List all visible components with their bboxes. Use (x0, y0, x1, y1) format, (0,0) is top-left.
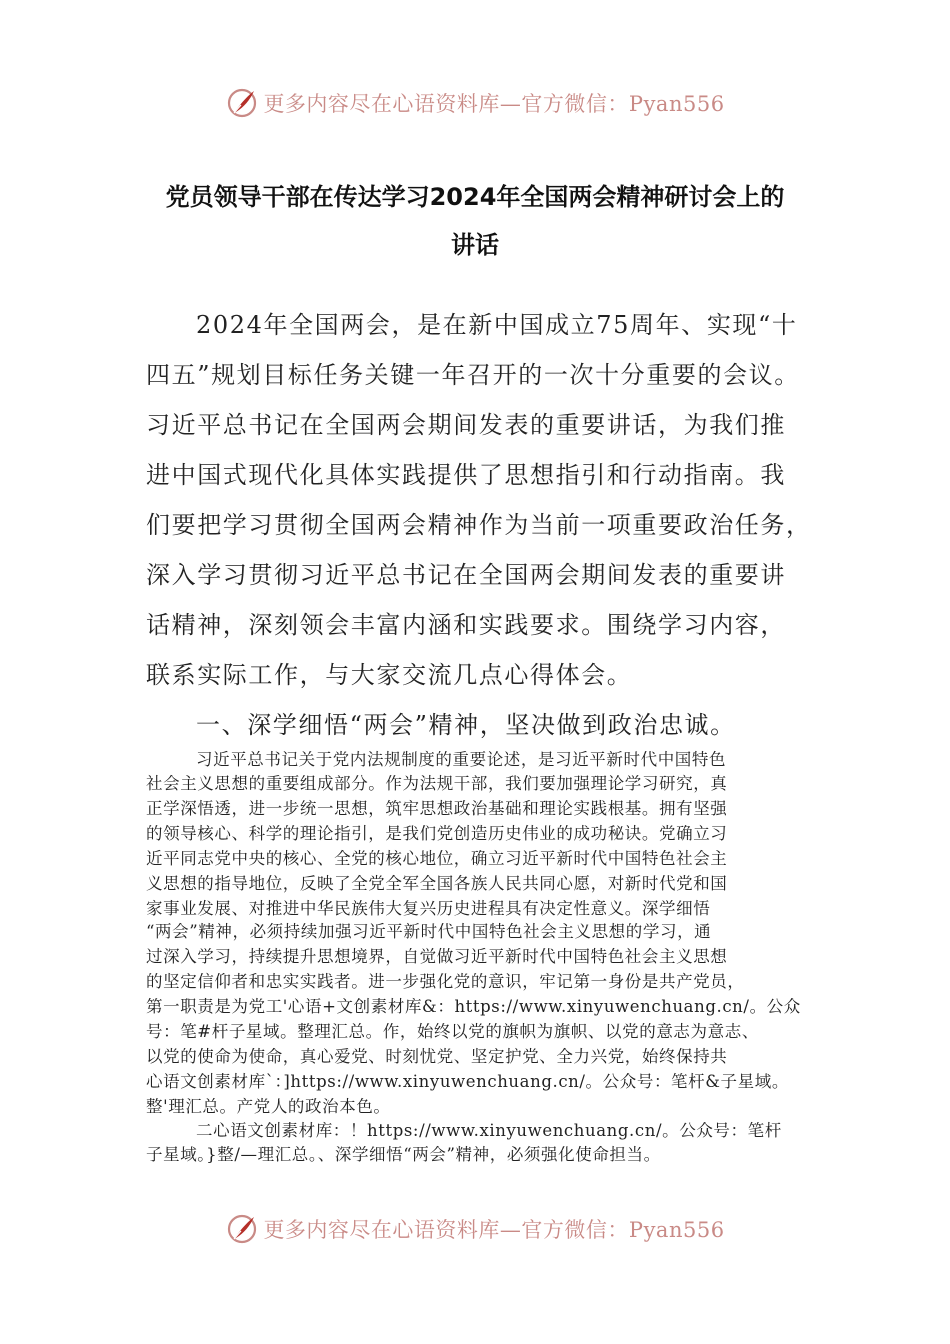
intro-line: 进中国式现代化具体实践提供了思想指引和行动指南。我 (146, 461, 786, 489)
document-title-line-2: 讲话 (451, 231, 499, 259)
body-line: 第一职责是为党工'心语+文创素材库&：https://www.xinyuwenchuang.cn/。公众 (146, 997, 801, 1016)
intro-line: 四五”规划目标任务关键一年召开的一次十分重要的会议。 (146, 361, 800, 389)
body-line: 正学深悟透，进一步统一思想，筑牢思想政治基础和理论实践根基。拥有坚强 (146, 799, 728, 818)
body-line: 子星域。}整/—理汇总。、深学细悟“两会”精神，必须强化使命担当。 (146, 1145, 661, 1164)
watermark-text: 更多内容尽在心语资料库—官方微信：Pyan556 (263, 92, 725, 116)
body-line: 习近平总书记关于党内法规制度的重要论述，是习近平新时代中国特色 (196, 750, 727, 769)
section-heading-1: 一、深学细悟“两会”精神，坚决做到政治忠诚。 (196, 711, 736, 739)
body-line: 心语文创素材库`：]https://www.xinyuwenchuang.cn/。公众号：笔杆&子星域。 (146, 1072, 789, 1091)
intro-line: 联系实际工作，与大家交流几点心得体会。 (146, 661, 633, 689)
feather-pen-logo-icon (225, 1212, 259, 1246)
body-line: 社会主义思想的重要组成部分。作为法规干部，我们要加强理论学习研究，真 (146, 774, 728, 793)
intro-line: 深入学习贯彻习近平总书记在全国两会期间发表的重要讲 (146, 561, 786, 589)
body-line: 家事业发展、对推进中华民族伟大复兴历史进程具有决定性意义。深学细悟 (146, 899, 711, 918)
intro-line: 们要把学习贯彻全国两会精神作为当前一项重要政治任务， (146, 511, 812, 539)
intro-line: 习近平总书记在全国两会期间发表的重要讲话，为我们推 (146, 411, 786, 439)
intro-line: 话精神，深刻领会丰富内涵和实践要求。围绕学习内容， (146, 611, 786, 639)
body-line: 的领导核心、科学的理论指引，是我们党创造历史伟业的成功秘诀。党确立习 (146, 824, 728, 843)
watermark-banner-bottom (0, 1204, 950, 1254)
document-title-line-1: 党员领导干部在传达学习2024年全国两会精神研讨会上的 (165, 183, 785, 211)
body-line: 整'理汇总。产党人的政治本色。 (146, 1097, 391, 1116)
body-line: 二心语文创素材库：！https://www.xinyuwenchuang.cn/。公众号：笔杆 (196, 1121, 782, 1140)
intro-line: 2024年全国两会，是在新中国成立75周年、实现“十 (196, 311, 798, 339)
body-line: 近平同志党中央的核心、全党的核心地位，确立习近平新时代中国特色社会主 (146, 849, 728, 868)
body-line: 以党的使命为使命，真心爱党、时刻忧党、坚定护党、全力兴党，始终保持共 (146, 1047, 728, 1066)
body-line: 的坚定信仰者和忠实实践者。进一步强化党的意识，牢记第一身份是共产党员， (146, 972, 745, 991)
watermark-text: 更多内容尽在心语资料库—官方微信：Pyan556 (263, 1218, 725, 1242)
body-line: 号：笔#杆子星域。整理汇总。作，始终以党的旗帜为旗帜、以党的意志为意志、 (146, 1022, 759, 1041)
body-line: 义思想的指导地位，反映了全党全军全国各族人民共同心愿，对新时代党和国 (146, 874, 728, 893)
body-line: 过深入学习，持续提升思想境界，自觉做习近平新时代中国特色社会主义思想 (146, 947, 728, 966)
feather-pen-logo-icon (225, 86, 259, 120)
watermark-banner-top (0, 78, 950, 128)
body-line: “两会”精神，必须持续加强习近平新时代中国特色社会主义思想的学习，通 (146, 922, 712, 941)
